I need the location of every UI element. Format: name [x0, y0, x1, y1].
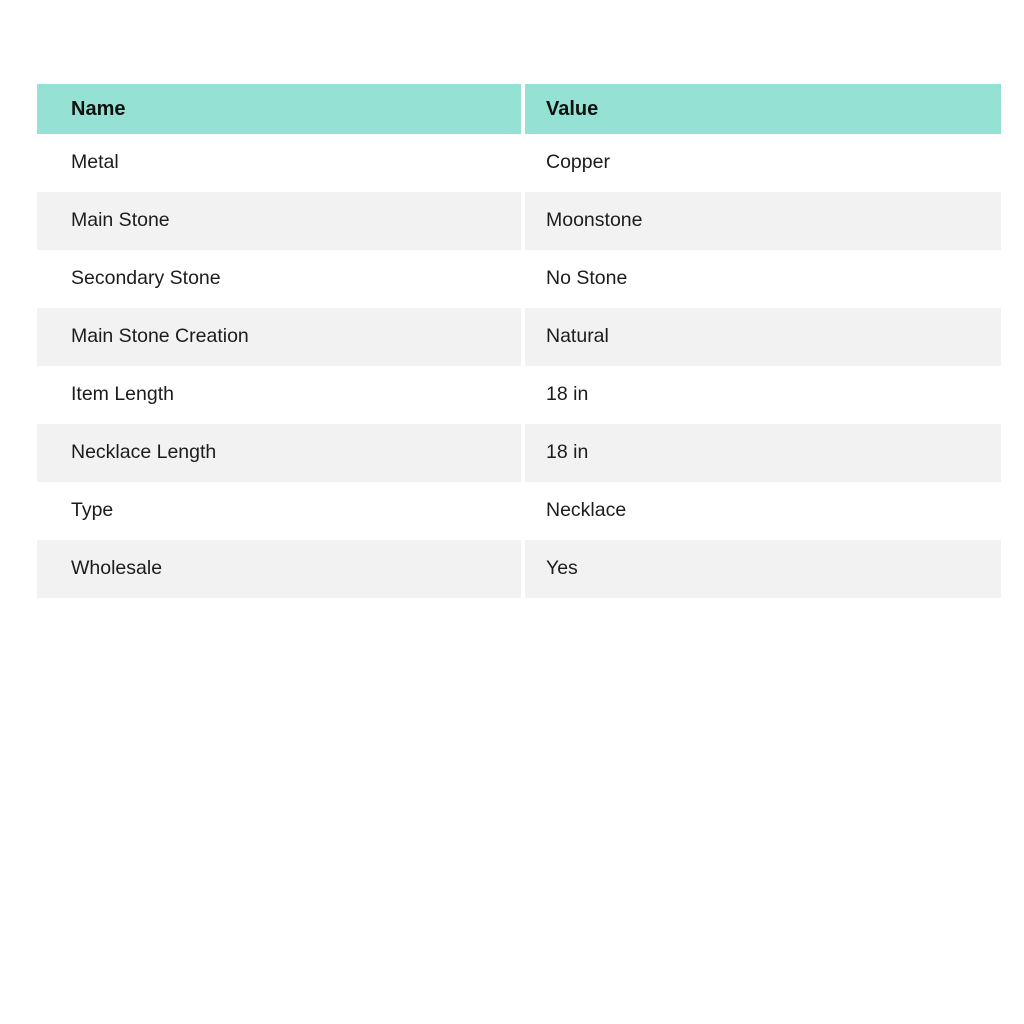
- table-row: [37, 192, 1001, 250]
- attribute-value-cell: Moonstone: [525, 192, 1001, 250]
- attribute-value-cell: 18 in: [525, 424, 1001, 482]
- column-header-value: Value: [525, 84, 1001, 134]
- attribute-value-cell: Natural: [525, 308, 1001, 366]
- table-row: [37, 366, 1001, 424]
- attribute-value-cell: Copper: [525, 134, 1001, 192]
- attribute-name-cell: Wholesale: [37, 540, 521, 598]
- table-body: [37, 134, 1001, 598]
- attribute-value-cell: 18 in: [525, 366, 1001, 424]
- attribute-name-cell: Type: [37, 482, 521, 540]
- attribute-name-cell: Necklace Length: [37, 424, 521, 482]
- attribute-value-cell: Yes: [525, 540, 1001, 598]
- table-row: [37, 482, 1001, 540]
- attribute-value-cell: No Stone: [525, 250, 1001, 308]
- table-row: [37, 424, 1001, 482]
- table-header-row: [37, 84, 1001, 134]
- attribute-name-cell: Secondary Stone: [37, 250, 521, 308]
- table-row: [37, 134, 1001, 192]
- attribute-name-cell: Metal: [37, 134, 521, 192]
- attributes-table: [37, 84, 1001, 598]
- attribute-name-cell: Main Stone: [37, 192, 521, 250]
- table-row: [37, 540, 1001, 598]
- table-row: [37, 250, 1001, 308]
- attribute-name-cell: Main Stone Creation: [37, 308, 521, 366]
- attribute-name-cell: Item Length: [37, 366, 521, 424]
- column-header-name: Name: [37, 84, 521, 134]
- table-row: [37, 308, 1001, 366]
- attribute-value-cell: Necklace: [525, 482, 1001, 540]
